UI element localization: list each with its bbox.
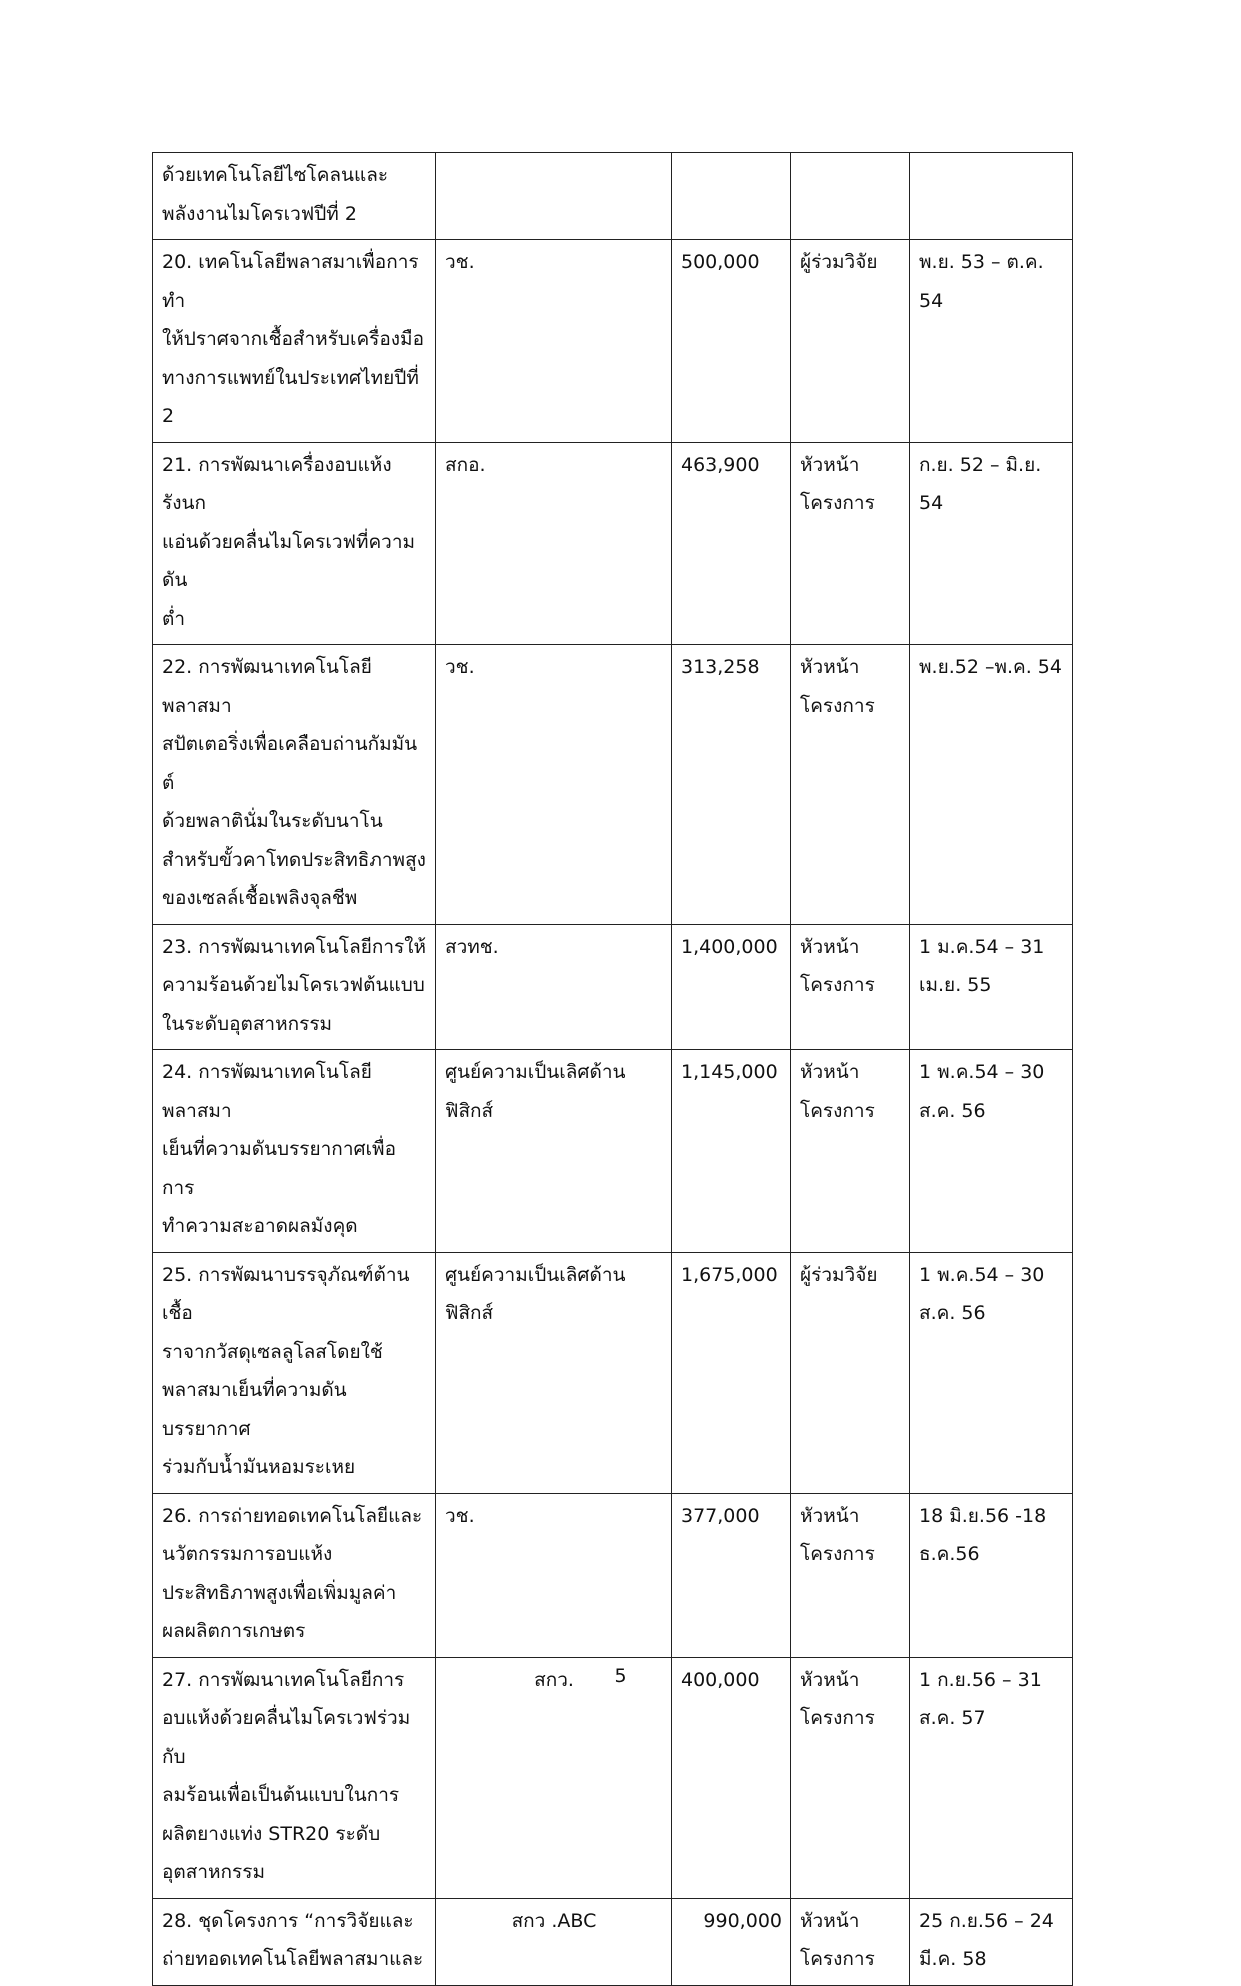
period-cell: ก.ย. 52 – มิ.ย. 54 (910, 442, 1073, 645)
project-title-cell: 25. การพัฒนาบรรจุภัณฑ์ต้านเชื้อ ราจากวัสดุเซลลูโลสโดยใช้ พลาสมาเย็นที่ความดันบรรยากาศ ร่วมกับน้ำมันหอมระเหย (153, 1252, 436, 1493)
budget-cell: 1,675,000 (672, 1252, 791, 1493)
table-row (153, 1050, 1073, 1253)
period-cell: พ.ย. 53 – ต.ค. 54 (910, 240, 1073, 443)
funding-source-cell (436, 153, 672, 240)
funding-source-cell: ศูนย์ความเป็นเลิศด้าน ฟิสิกส์ (436, 1252, 672, 1493)
project-title-cell: 21. การพัฒนาเครื่องอบแห้งรังนก แอ่นด้วยคลื่นไมโครเวฟที่ความดัน ต่ำ (153, 442, 436, 645)
funding-source-cell: วช. (436, 240, 672, 443)
funding-source-cell: ศูนย์ความเป็นเลิศด้าน ฟิสิกส์ (436, 1050, 672, 1253)
role-cell: หัวหน้า โครงการ (791, 1898, 910, 1985)
budget-cell: 1,400,000 (672, 924, 791, 1050)
period-cell: 25 ก.ย.56 – 24 มี.ค. 58 (910, 1898, 1073, 1985)
budget-cell: 500,000 (672, 240, 791, 443)
table-row (153, 1252, 1073, 1493)
budget-cell: 463,900 (672, 442, 791, 645)
project-title-cell: ด้วยเทคโนโลยีไซโคลนและ พลังงานไมโครเวฟปีที่ 2 (153, 153, 436, 240)
table-row (153, 645, 1073, 925)
budget-cell: 377,000 (672, 1493, 791, 1657)
project-title-cell: 20. เทคโนโลยีพลาสมาเพื่อการทำ ให้ปราศจากเชื้อสำหรับเครื่องมือ ทางการแพทย์ในประเทศไทยปีที่ 2 (153, 240, 436, 443)
project-title-cell: 28. ชุดโครงการ “การวิจัยและ ถ่ายทอดเทคโนโลยีพลาสมาและ (153, 1898, 436, 1985)
role-cell (791, 153, 910, 240)
table-row (153, 924, 1073, 1050)
research-projects-table (152, 152, 1073, 1986)
table-row (153, 240, 1073, 443)
funding-source-cell: วช. (436, 645, 672, 925)
project-title-cell: 23. การพัฒนาเทคโนโลยีการให้ ความร้อนด้วยไมโครเวฟต้นแบบ ในระดับอุตสาหกรรม (153, 924, 436, 1050)
table-row (153, 1657, 1073, 1898)
table-row (153, 153, 1073, 240)
funding-source-cell: สกว .ABC (436, 1898, 672, 1985)
period-cell: 1 ก.ย.56 – 31 ส.ค. 57 (910, 1657, 1073, 1898)
project-title-cell: 22. การพัฒนาเทคโนโลยีพลาสมา สปัตเตอริ่งเพื่อเคลือบถ่านกัมมันต์ ด้วยพลาตินั่มในระดับนาโน สำหรับขั้วคาโทดประสิทธิภาพสูง ของเซลล์เชื้อเพลิงจุลชีพ (153, 645, 436, 925)
budget-cell (672, 153, 791, 240)
role-cell: ผู้ร่วมวิจัย (791, 1252, 910, 1493)
budget-cell: 1,145,000 (672, 1050, 791, 1253)
table-row (153, 442, 1073, 645)
role-cell: ผู้ร่วมวิจัย (791, 240, 910, 443)
period-cell: 1 พ.ค.54 – 30 ส.ค. 56 (910, 1252, 1073, 1493)
period-cell: 1 ม.ค.54 – 31 เม.ย. 55 (910, 924, 1073, 1050)
role-cell: หัวหน้า โครงการ (791, 1657, 910, 1898)
role-cell: หัวหน้า โครงการ (791, 645, 910, 925)
table-row (153, 1493, 1073, 1657)
project-title-cell: 24. การพัฒนาเทคโนโลยีพลาสมา เย็นที่ความดันบรรยากาศเพื่อการ ทำความสะอาดผลมังคุด (153, 1050, 436, 1253)
period-cell: พ.ย.52 –พ.ค. 54 (910, 645, 1073, 925)
page-number: 5 (614, 1665, 627, 1687)
budget-cell: 313,258 (672, 645, 791, 925)
funding-source-cell: วช. (436, 1493, 672, 1657)
table-row (153, 1898, 1073, 1985)
project-title-cell: 26. การถ่ายทอดเทคโนโลยีและ นวัตกรรมการอบแห้ง ประสิทธิภาพสูงเพื่อเพิ่มมูลค่า ผลผลิตการเกษตร (153, 1493, 436, 1657)
role-cell: หัวหน้า โครงการ (791, 1493, 910, 1657)
role-cell: หัวหน้า โครงการ (791, 1050, 910, 1253)
budget-cell: 400,000 (672, 1657, 791, 1898)
funding-source-cell: สกว. (436, 1657, 672, 1898)
period-cell: 1 พ.ค.54 – 30 ส.ค. 56 (910, 1050, 1073, 1253)
budget-cell: 990,000 (672, 1898, 791, 1985)
period-cell: 18 มิ.ย.56 -18 ธ.ค.56 (910, 1493, 1073, 1657)
role-cell: หัวหน้า โครงการ (791, 442, 910, 645)
role-cell: หัวหน้า โครงการ (791, 924, 910, 1050)
period-cell (910, 153, 1073, 240)
funding-source-cell: สวทช. (436, 924, 672, 1050)
project-title-cell: 27. การพัฒนาเทคโนโลยีการ อบแห้งด้วยคลื่นไมโครเวฟร่วมกับ ลมร้อนเพื่อเป็นต้นแบบในการ ผลิตยางแท่ง STR20 ระดับ อุตสาหกรรม (153, 1657, 436, 1898)
funding-source-cell: สกอ. (436, 442, 672, 645)
